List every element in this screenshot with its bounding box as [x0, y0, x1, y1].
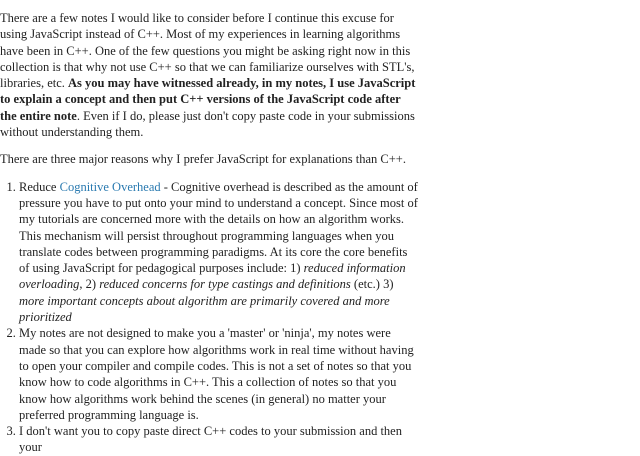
intro-text: There are a few notes I would like to consider before I continue this excuse for using JavaScript instead of C++. Most of my experiences in learning algorithms have been in C++. One of the few questions you might be asking right now in this collection is that why not use C++ so that we can familiarize ourselves with STL's, libraries, etc.: [0, 11, 415, 91]
reasons-list: [0, 179, 418, 456]
reasons-intro-paragraph: There are three major reasons why I prefer JavaScript for explanations than C++.: [0, 152, 406, 167]
reason-text: I don't want you to copy paste direct C++ codes to your submission and then your: [19, 424, 402, 455]
cognitive-overhead-link[interactable]: Cognitive Overhead: [59, 179, 161, 194]
intro-paragraph: [0, 10, 418, 140]
reason-emphasis: reduced information overloading: [19, 261, 406, 292]
reason-prefix: Reduce: [19, 179, 60, 194]
intro-bold-statement: As you may have witnessed already, in my notes, I use JavaScript to explain a concept and then put C++ versions of the JavaScript code after the entire note: [0, 76, 416, 123]
intro-text-end: . Even if I do, please just don't copy paste code in your submissions without understanding them.: [0, 108, 415, 140]
reason-text: - Cognitive overhead is described as the amount of pressure you have to put onto your mind to understand a concept. Since most of my tutorials are concerned more with the details on how an algorithm works. This mechanism will persist throughout programming languages when you translate codes between programming paradigms. At its core the core benefits of using JavaScript for pedagogical purposes include: 1): [19, 179, 418, 276]
list-item: [19, 423, 418, 456]
reason-emphasis: more important concepts about algorithm are primarily covered and more prioritized: [19, 293, 390, 325]
reason-emphasis: reduced concerns for type castings and definitions: [99, 277, 351, 292]
list-item: [19, 325, 418, 423]
list-item: [19, 179, 418, 326]
reason-text: (etc.) 3): [350, 277, 394, 292]
reason-text: , 2): [79, 277, 100, 292]
reason-text: My notes are not designed to make you a 'master' or 'ninja', my notes were made so that you can explore how algorithms work in real time without having to open your compiler and compile codes. This is not a set of notes so that you know how to code algorithms in C++. This a collection of notes so that you know how algorithms work behind the scenes (in general) no matter your preferred programming language is.: [19, 326, 414, 422]
article-body: [0, 10, 418, 456]
